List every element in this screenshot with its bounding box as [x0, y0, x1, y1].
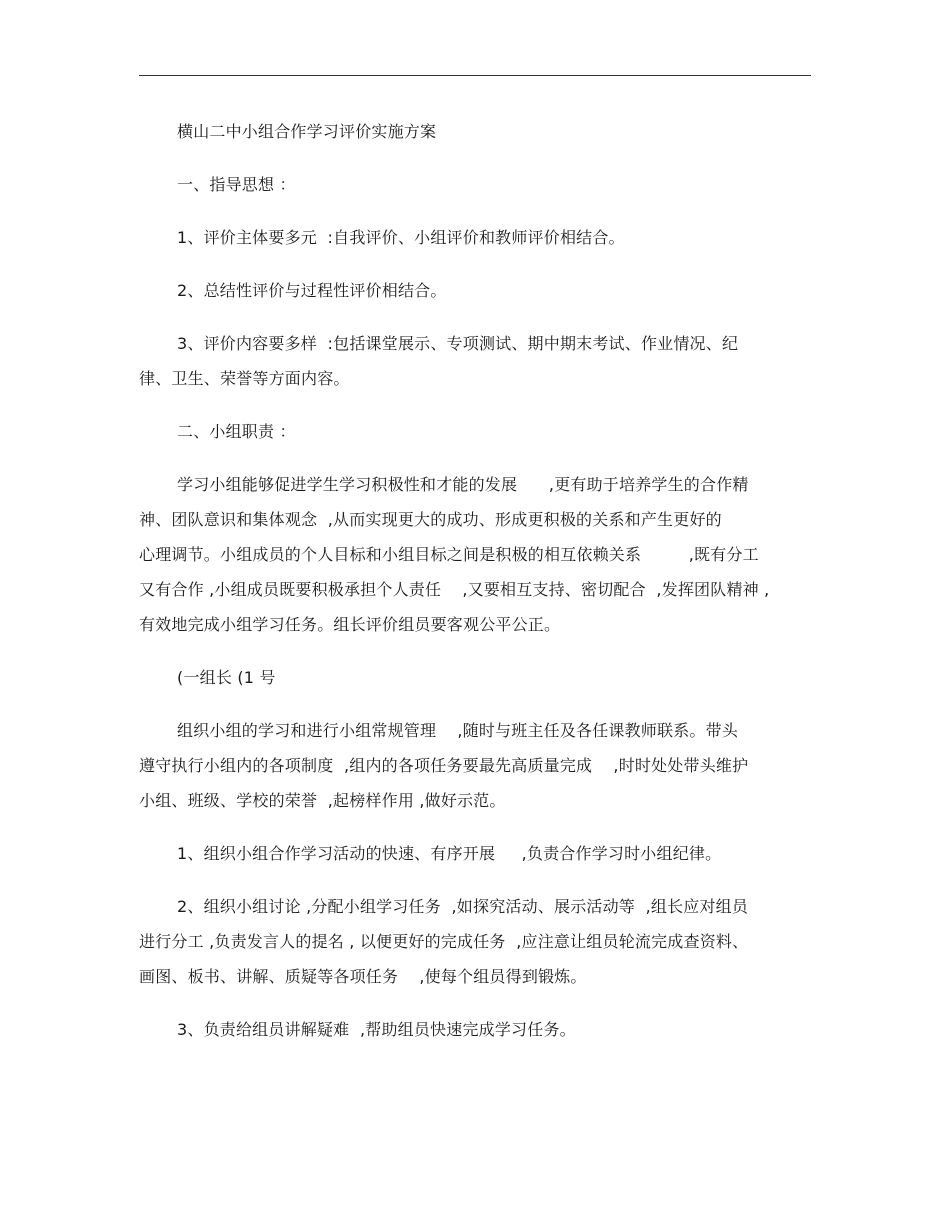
paragraph-line: 小组、班级、学校的荣誉 ,起榜样作用 ,做好示范。: [139, 791, 506, 810]
paragraph-line: 学习小组能够促进学生学习积极性和才能的发展 ,更有助于培养学生的合作精: [177, 475, 749, 494]
paragraph-line: 又有合作 ,小组成员既要积极承担个人责任 ,又要相互支持、密切配合 ,发挥团队精神 ,: [139, 580, 770, 599]
section-heading: 二、小组职责 ：: [177, 422, 296, 441]
document-body: [139, 120, 811, 1042]
paragraph-line: 2、总结性评价与过程性评价相结合。: [177, 281, 447, 300]
paragraph-line: 1、评价主体要多元 :自我评价、小组评价和教师评价相结合。: [177, 228, 625, 247]
paragraph-line: 画图、板书、讲解、质疑等各项任务 ,使每个组员得到锻炼。: [139, 967, 587, 986]
paragraph-line: 神、团队意识和集体观念 ,从而实现更大的成功、形成更积极的关系和产生更好的: [139, 510, 722, 529]
paragraph-line: 进行分工 ,负责发言人的提名 , 以便更好的完成任务 ,应注意让组员轮流完成查资料、: [139, 932, 749, 951]
subsection-heading: (一组长 (1 号: [177, 668, 276, 687]
paragraph-line: 2、组织小组讨论 ,分配小组学习任务 ,如探究活动、展示活动等 ,组长应对组员: [177, 897, 749, 916]
paragraph-line: 组织小组的学习和进行小组常规管理 ,随时与班主任及各任课教师联系。带头: [177, 721, 739, 740]
paragraph-line: 心理调节。小组成员的个人目标和小组目标之间是积极的相互依赖关系 ,既有分工: [139, 545, 759, 564]
paragraph-line: 1、组织小组合作学习活动的快速、有序开展 ,负责合作学习时小组纪律。: [177, 844, 722, 863]
paragraph-line: 3、评价内容要多样 :包括课堂展示、专项测试、期中期末考试、作业情况、纪: [177, 334, 739, 353]
paragraph-line: 有效地完成小组学习任务。组长评价组员要客观公平公正。: [139, 615, 561, 634]
paragraph-line: 3、负责给组员讲解疑难 ,帮助组员快速完成学习任务。: [177, 1020, 576, 1039]
paragraph-line: 律、卫生、荣誉等方面内容。: [139, 369, 350, 388]
paragraph-line: 遵守执行小组内的各项制度 ,组内的各项任务要最先高质量完成 ,时时处处带头维护: [139, 756, 749, 775]
document-title: 横山二中小组合作学习评价实施方案: [177, 122, 437, 141]
header-rule: [139, 75, 811, 76]
section-heading: 一、指导思想 ：: [177, 175, 296, 194]
